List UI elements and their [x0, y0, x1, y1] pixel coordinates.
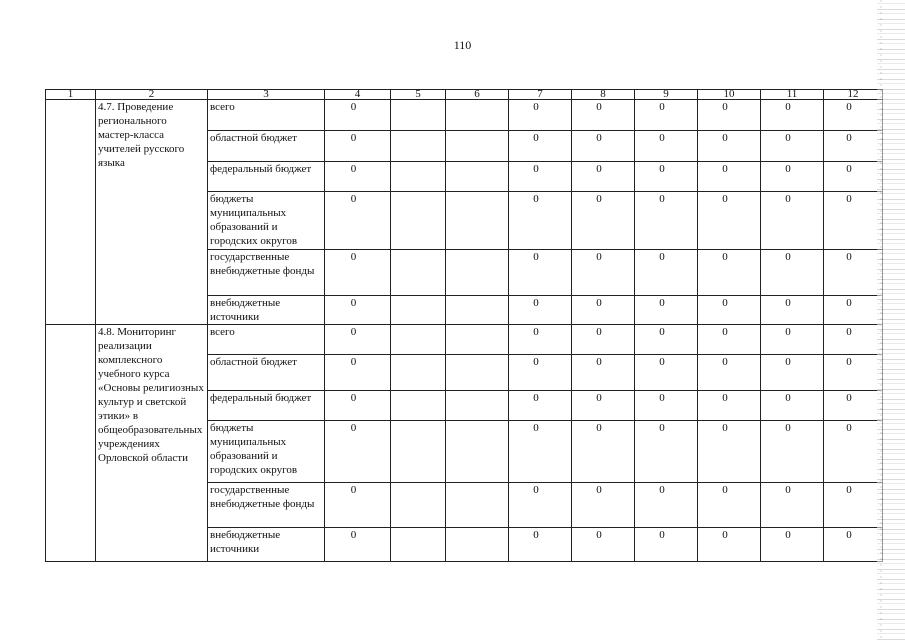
- value-cell-c7: [509, 355, 572, 391]
- header-col-4: 4: [325, 90, 391, 100]
- header-col-9: 9: [635, 90, 698, 100]
- value-text: 0: [722, 132, 728, 144]
- value-text: 0: [596, 484, 602, 496]
- value-cell-c4: [325, 325, 391, 355]
- value-text: 0: [785, 193, 791, 205]
- value-cell-c12: [824, 192, 883, 250]
- table-row: [46, 325, 883, 355]
- value-cell-c8: [572, 250, 635, 296]
- value-text: 0: [722, 101, 728, 113]
- funding-source: бюджеты муниципальных образований и городских округов: [208, 192, 325, 250]
- funding-source: всего: [208, 325, 325, 355]
- value-cell-c4: [325, 528, 391, 562]
- value-text: 0: [659, 529, 665, 541]
- value-text: 0: [596, 356, 602, 368]
- value-cell-c6: [446, 483, 509, 528]
- funding-source: государственные внебюджетные фонды: [208, 483, 325, 528]
- page-number: 110: [453, 38, 472, 52]
- value-cell-c4: [325, 192, 391, 250]
- value-text: 0: [722, 422, 728, 434]
- value-cell-c7: [509, 391, 572, 421]
- value-cell-c5: [391, 131, 446, 162]
- value-text: 0: [659, 484, 665, 496]
- value-text: 0: [659, 101, 665, 113]
- value-text: 0: [350, 101, 357, 113]
- value-text: 0: [846, 529, 852, 541]
- value-cell-c5: [391, 162, 446, 192]
- value-text: 0: [722, 251, 728, 263]
- value-cell-c10: [698, 391, 761, 421]
- value-cell-c4: [325, 483, 391, 528]
- header-col-8: 8: [572, 90, 635, 100]
- value-cell-c11: [761, 391, 824, 421]
- value-cell-c9: [635, 391, 698, 421]
- value-text: 0: [785, 101, 791, 113]
- value-text: 0: [846, 163, 852, 175]
- value-text: 0: [596, 422, 602, 434]
- header-col-2: 2: [96, 90, 208, 100]
- value-text: 0: [350, 392, 357, 404]
- value-cell-c4: [325, 250, 391, 296]
- value-text: 0: [350, 193, 357, 205]
- value-cell-c11: [761, 355, 824, 391]
- budget-table: [45, 89, 883, 562]
- value-cell-c6: [446, 421, 509, 483]
- value-cell-c11: [761, 325, 824, 355]
- value-cell-c11: [761, 296, 824, 325]
- value-cell-c4: [325, 391, 391, 421]
- value-cell-c6: [446, 296, 509, 325]
- funding-source: внебюджетные источники: [208, 296, 325, 325]
- header-col-12: 12: [824, 90, 883, 100]
- value-text: 0: [722, 392, 728, 404]
- value-cell-c4: [325, 355, 391, 391]
- value-text: 0: [785, 529, 791, 541]
- value-text: 0: [350, 297, 357, 309]
- value-text: 0: [533, 297, 539, 309]
- value-cell-c7: [509, 250, 572, 296]
- value-cell-c12: [824, 483, 883, 528]
- value-cell-c12: [824, 355, 883, 391]
- value-cell-c9: [635, 355, 698, 391]
- value-text: 0: [533, 326, 539, 338]
- value-text: 0: [596, 101, 602, 113]
- value-text: 0: [846, 326, 852, 338]
- value-text: 0: [533, 422, 539, 434]
- value-text: 0: [350, 326, 357, 338]
- value-cell-c11: [761, 192, 824, 250]
- value-cell-c4: [325, 421, 391, 483]
- value-cell-c9: [635, 131, 698, 162]
- value-cell-c6: [446, 192, 509, 250]
- value-text: 0: [722, 484, 728, 496]
- value-cell-c4: [325, 131, 391, 162]
- value-cell-c8: [572, 391, 635, 421]
- value-cell-c4: [325, 162, 391, 192]
- value-text: 0: [350, 356, 357, 368]
- value-text: 0: [533, 392, 539, 404]
- value-cell-c5: [391, 483, 446, 528]
- value-cell-c9: [635, 421, 698, 483]
- value-cell-c7: [509, 325, 572, 355]
- value-cell-c5: [391, 391, 446, 421]
- value-text: 0: [659, 422, 665, 434]
- value-text: 0: [722, 529, 728, 541]
- value-text: 0: [596, 392, 602, 404]
- funding-source: областной бюджет: [208, 131, 325, 162]
- value-cell-c11: [761, 421, 824, 483]
- value-cell-c7: [509, 296, 572, 325]
- value-cell-c5: [391, 100, 446, 131]
- value-text: 0: [350, 132, 357, 144]
- value-cell-c10: [698, 131, 761, 162]
- value-cell-c11: [761, 483, 824, 528]
- value-text: 0: [533, 132, 539, 144]
- value-cell-c9: [635, 250, 698, 296]
- value-cell-c8: [572, 483, 635, 528]
- value-cell-c7: [509, 131, 572, 162]
- value-cell-c10: [698, 528, 761, 562]
- value-text: 0: [785, 163, 791, 175]
- funding-source: всего: [208, 100, 325, 131]
- value-text: 0: [659, 297, 665, 309]
- value-cell-c12: [824, 421, 883, 483]
- value-text: 0: [533, 356, 539, 368]
- value-cell-c11: [761, 250, 824, 296]
- value-text: 0: [596, 326, 602, 338]
- value-text: 0: [659, 392, 665, 404]
- value-text: 0: [350, 484, 357, 496]
- value-text: 0: [846, 193, 852, 205]
- value-cell-c6: [446, 162, 509, 192]
- value-cell-c5: [391, 325, 446, 355]
- value-cell-c9: [635, 325, 698, 355]
- value-text: 0: [596, 251, 602, 263]
- value-cell-c5: [391, 528, 446, 562]
- scan-artifact-edge: [877, 0, 905, 640]
- value-text: 0: [722, 297, 728, 309]
- value-cell-c8: [572, 355, 635, 391]
- value-cell-c9: [635, 192, 698, 250]
- value-cell-c10: [698, 325, 761, 355]
- value-text: 0: [785, 326, 791, 338]
- table-body: [46, 100, 883, 562]
- value-cell-c6: [446, 528, 509, 562]
- value-text: 0: [596, 297, 602, 309]
- header-row: [46, 90, 883, 100]
- value-cell-c5: [391, 250, 446, 296]
- value-cell-c7: [509, 528, 572, 562]
- value-cell-c10: [698, 192, 761, 250]
- value-cell-c7: [509, 421, 572, 483]
- value-text: 0: [846, 101, 852, 113]
- value-cell-c9: [635, 162, 698, 192]
- table-row: [46, 100, 883, 131]
- value-text: 0: [533, 529, 539, 541]
- value-text: 0: [722, 356, 728, 368]
- value-text: 0: [659, 251, 665, 263]
- value-cell-c10: [698, 421, 761, 483]
- event-title: 4.8. Мониторинг реализации комплексного учебного курса «Основы религиозных культур и светской этики» в общеобразовательных учреждениях Орловской области: [96, 325, 208, 562]
- value-cell-c8: [572, 162, 635, 192]
- value-cell-c5: [391, 355, 446, 391]
- value-cell-c8: [572, 528, 635, 562]
- value-text: 0: [350, 422, 357, 434]
- header-col-10: 10: [698, 90, 761, 100]
- value-text: 0: [722, 326, 728, 338]
- value-text: 0: [659, 193, 665, 205]
- value-cell-c11: [761, 131, 824, 162]
- value-cell-c9: [635, 100, 698, 131]
- value-cell-c9: [635, 528, 698, 562]
- value-text: 0: [350, 529, 357, 541]
- value-text: 0: [533, 251, 539, 263]
- funding-source: федеральный бюджет: [208, 391, 325, 421]
- value-cell-c8: [572, 296, 635, 325]
- value-cell-c9: [635, 296, 698, 325]
- funding-source: государственные внебюджетные фонды: [208, 250, 325, 296]
- value-text: 0: [659, 132, 665, 144]
- value-cell-c11: [761, 100, 824, 131]
- value-text: 0: [596, 163, 602, 175]
- header-col-5: 5: [391, 90, 446, 100]
- value-cell-c4: [325, 296, 391, 325]
- value-cell-c8: [572, 421, 635, 483]
- value-cell-c10: [698, 296, 761, 325]
- value-text: 0: [659, 326, 665, 338]
- value-text: 0: [785, 484, 791, 496]
- event-title: 4.7. Проведение регионального мастер-класса учителей русского языка: [96, 100, 208, 325]
- value-cell-c6: [446, 355, 509, 391]
- value-cell-c12: [824, 162, 883, 192]
- value-cell-c12: [824, 250, 883, 296]
- value-cell-c6: [446, 100, 509, 131]
- value-cell-c7: [509, 100, 572, 131]
- value-text: 0: [785, 392, 791, 404]
- value-cell-c10: [698, 100, 761, 131]
- value-cell-c4: [325, 100, 391, 131]
- value-cell-c7: [509, 162, 572, 192]
- value-text: 0: [785, 297, 791, 309]
- value-text: 0: [785, 356, 791, 368]
- row-number-cell: [46, 325, 96, 562]
- value-cell-c10: [698, 483, 761, 528]
- value-cell-c6: [446, 250, 509, 296]
- value-cell-c8: [572, 192, 635, 250]
- value-cell-c12: [824, 296, 883, 325]
- header-col-11: 11: [761, 90, 824, 100]
- funding-source: федеральный бюджет: [208, 162, 325, 192]
- value-cell-c11: [761, 162, 824, 192]
- value-cell-c9: [635, 483, 698, 528]
- value-text: 0: [722, 193, 728, 205]
- funding-source: внебюджетные источники: [208, 528, 325, 562]
- value-cell-c8: [572, 131, 635, 162]
- funding-source: бюджеты муниципальных образований и городских округов: [208, 421, 325, 483]
- value-text: 0: [533, 484, 539, 496]
- value-text: 0: [785, 132, 791, 144]
- header-col-3: 3: [208, 90, 325, 100]
- value-text: 0: [596, 529, 602, 541]
- header-col-7: 7: [509, 90, 572, 100]
- value-cell-c12: [824, 391, 883, 421]
- value-text: 0: [659, 163, 665, 175]
- value-cell-c6: [446, 325, 509, 355]
- value-cell-c6: [446, 131, 509, 162]
- value-cell-c6: [446, 391, 509, 421]
- value-cell-c12: [824, 100, 883, 131]
- value-text: 0: [846, 297, 852, 309]
- value-text: 0: [533, 101, 539, 113]
- value-text: 0: [722, 163, 728, 175]
- value-cell-c12: [824, 325, 883, 355]
- value-cell-c10: [698, 162, 761, 192]
- value-cell-c7: [509, 192, 572, 250]
- value-text: 0: [785, 422, 791, 434]
- value-cell-c7: [509, 483, 572, 528]
- row-number-cell: [46, 100, 96, 325]
- value-cell-c10: [698, 250, 761, 296]
- value-text: 0: [533, 163, 539, 175]
- value-text: 0: [533, 193, 539, 205]
- funding-source: областной бюджет: [208, 355, 325, 391]
- value-cell-c5: [391, 192, 446, 250]
- value-text: 0: [350, 251, 357, 263]
- value-text: 0: [846, 422, 852, 434]
- value-text: 0: [596, 132, 602, 144]
- value-text: 0: [846, 251, 852, 263]
- value-text: 0: [659, 356, 665, 368]
- value-text: 0: [785, 251, 791, 263]
- value-text: 0: [846, 356, 852, 368]
- value-text: 0: [846, 132, 852, 144]
- value-cell-c8: [572, 100, 635, 131]
- header-col-6: 6: [446, 90, 509, 100]
- value-text: 0: [846, 484, 852, 496]
- header-col-1: 1: [46, 90, 96, 100]
- value-cell-c5: [391, 421, 446, 483]
- value-cell-c12: [824, 131, 883, 162]
- value-cell-c11: [761, 528, 824, 562]
- value-text: 0: [596, 193, 602, 205]
- value-cell-c12: [824, 528, 883, 562]
- value-text: 0: [350, 163, 357, 175]
- value-text: 0: [846, 392, 852, 404]
- value-cell-c5: [391, 296, 446, 325]
- value-cell-c10: [698, 355, 761, 391]
- value-cell-c8: [572, 325, 635, 355]
